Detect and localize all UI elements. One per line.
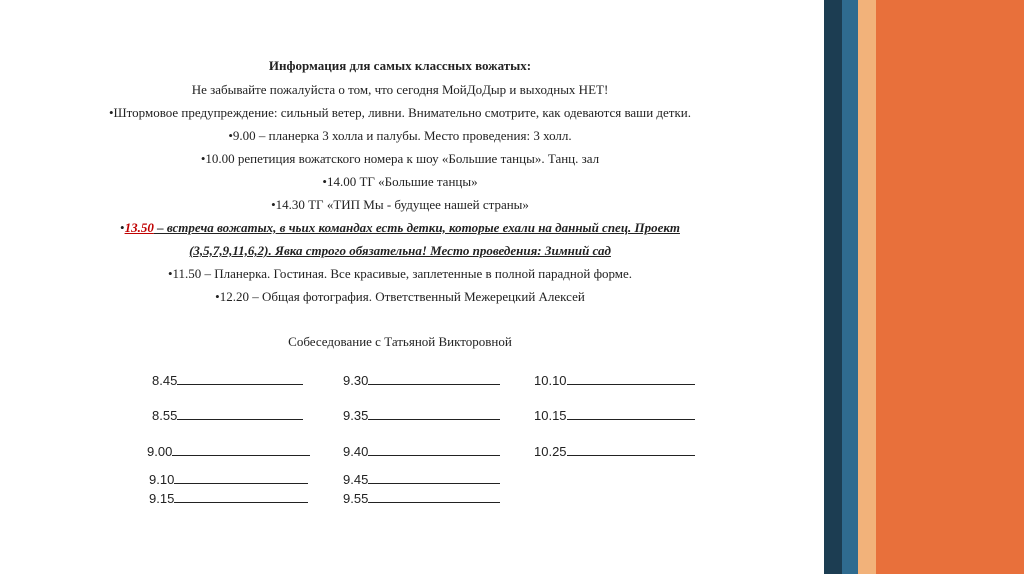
info-title: Информация для самых классных вожатых: [268, 58, 532, 73]
info-line: •10.00 репетиция вожатского номера к шоу «Большие танцы». Танц. зал [200, 151, 600, 166]
signup-line[interactable] [368, 490, 500, 503]
slot-8-45[interactable]: 8.45 [152, 372, 303, 388]
info-line: •12.20 – Общая фотография. Ответственный Межерецкий Алексей [215, 289, 585, 304]
slot-10-15[interactable]: 10.15 [534, 407, 695, 423]
slot-9-10[interactable]: 9.10 [149, 471, 308, 487]
slot-9-40[interactable]: 9.40 [343, 443, 500, 459]
info-line: Не забывайте пожалуйста о том, что сегодня МойДоДыр и выходных НЕТ! [191, 82, 609, 97]
slot-9-45[interactable]: 9.45 [343, 471, 500, 487]
interview-title: Собеседование с Татьяной Викторовной [288, 334, 512, 349]
highlight-bullet: • [120, 220, 125, 235]
signup-line[interactable] [368, 471, 500, 484]
slot-8-55[interactable]: 8.55 [152, 407, 303, 423]
signup-line[interactable] [177, 407, 303, 420]
highlight-line-2: (3,5,7,9,11,6,2). Явка строго обязательна! Место проведения: Зимний сад [189, 243, 611, 258]
signup-line[interactable] [368, 407, 500, 420]
slot-9-00[interactable]: 9.00 [147, 443, 310, 459]
info-line: •Штормовое предупреждение: сильный ветер, ливни. Внимательно смотрите, как одеваются ваши детки. [109, 105, 691, 120]
info-line: •14.00 ТГ «Большие танцы» [322, 174, 478, 189]
decor-stripe-orange [876, 0, 1024, 574]
signup-line[interactable] [174, 490, 308, 503]
info-line: •9.00 – планерка 3 холла и палубы. Место проведения: 3 холл. [228, 128, 572, 143]
slot-10-25[interactable]: 10.25 [534, 443, 695, 459]
signup-line[interactable] [567, 443, 695, 456]
slot-10-10[interactable]: 10.10 [534, 372, 695, 388]
signup-line[interactable] [177, 372, 303, 385]
highlight-text: – встреча вожатых, в чьих командах есть детки, которые ехали на данный спец. Проект [153, 220, 680, 235]
signup-line[interactable] [567, 407, 695, 420]
highlight-line-1 [80, 220, 720, 236]
info-line: •14.30 ТГ «ТИП Мы - будущее нашей страны» [271, 197, 529, 212]
slot-9-55[interactable]: 9.55 [343, 490, 500, 506]
decor-stripe-blue [842, 0, 858, 574]
decor-stripe-peach [858, 0, 876, 574]
info-line: •11.50 – Планерка. Гостиная. Все красивые, заплетенные в полной парадной форме. [167, 266, 633, 281]
slot-9-30[interactable]: 9.30 [343, 372, 500, 388]
signup-line[interactable] [567, 372, 695, 385]
signup-line[interactable] [174, 471, 308, 484]
signup-line[interactable] [368, 443, 500, 456]
signup-line[interactable] [368, 372, 500, 385]
slot-9-35[interactable]: 9.35 [343, 407, 500, 423]
highlight-time: 13.50 [124, 220, 154, 235]
signup-line[interactable] [172, 443, 310, 456]
decor-stripe-dark [824, 0, 842, 574]
slot-9-15[interactable]: 9.15 [149, 490, 308, 506]
